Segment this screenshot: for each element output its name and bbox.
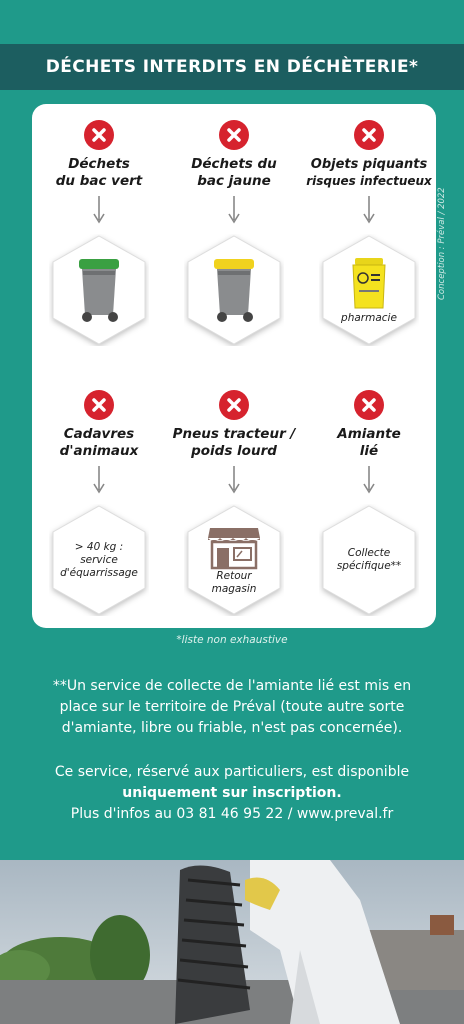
hex-text: magasin xyxy=(211,583,257,595)
forbidden-waste-card xyxy=(32,104,436,628)
title-bar xyxy=(0,44,464,90)
item-label: Amiante lié xyxy=(337,426,401,459)
hexagon xyxy=(49,504,149,616)
hexagon xyxy=(184,504,284,616)
hex-text: > 40 kg : xyxy=(74,540,124,553)
asbestos-paragraph: **Un service de collecte de l'amiante lié est mis en place sur le territoire de Préval (toute autre sorte d'amiante, libre ou friable, n'est pas concernée). xyxy=(52,678,412,736)
item-sharps xyxy=(302,120,436,346)
credit-text: Conception : Préval / 2022 xyxy=(437,187,447,300)
info-paragraph: Ce service, réservé aux particuliers, est disponible uniquement sur inscription. Plus d'infos au 03 81 46 95 22 / www.preval.fr xyxy=(54,764,410,822)
shop-icon xyxy=(206,524,262,570)
arrow-down-icon xyxy=(363,466,375,494)
forbidden-x-icon xyxy=(354,120,384,150)
hex-text: Retour xyxy=(216,570,252,582)
forbidden-x-icon xyxy=(84,120,114,150)
hexagon xyxy=(319,234,419,346)
item-label: Déchets du bac jaune xyxy=(191,156,277,189)
forbidden-x-icon xyxy=(84,390,114,420)
arrow-down-icon xyxy=(363,196,375,224)
green-bin-icon xyxy=(73,257,125,323)
forbidden-x-icon xyxy=(219,120,249,150)
item-label: Cadavres d'animaux xyxy=(59,426,139,459)
hexagon xyxy=(184,234,284,346)
item-label: Déchets du bac vert xyxy=(55,156,143,189)
hexagon xyxy=(319,504,419,616)
hex-text: Collecte xyxy=(347,547,391,559)
hex-text: pharmacie xyxy=(341,311,397,324)
arrow-down-icon xyxy=(93,466,105,494)
asbestos-worker-photo xyxy=(0,860,464,1024)
hex-text: spécifique** xyxy=(336,560,402,572)
item-asbestos xyxy=(302,390,436,616)
forbidden-x-icon xyxy=(219,390,249,420)
item-green-bin xyxy=(32,120,166,346)
item-label: Objets piquants risques infectueux xyxy=(306,157,432,188)
item-tyres xyxy=(167,390,301,616)
sharps-container-icon xyxy=(349,256,389,312)
hex-text: d'équarrissage xyxy=(60,566,138,579)
item-label: Pneus tracteur / poids lourd xyxy=(172,426,296,459)
page-title: DÉCHETS INTERDITS EN DÉCHÈTERIE* xyxy=(45,57,419,77)
yellow-bin-icon xyxy=(208,257,260,323)
top-band xyxy=(0,0,464,44)
forbidden-x-icon xyxy=(354,390,384,420)
arrow-down-icon xyxy=(93,196,105,224)
arrow-down-icon xyxy=(228,466,240,494)
item-animal-carcasses xyxy=(32,390,166,616)
item-yellow-bin xyxy=(167,120,301,346)
hexagon xyxy=(49,234,149,346)
hex-text: service xyxy=(80,553,118,566)
arrow-down-icon xyxy=(228,196,240,224)
footnote: *liste non exhaustive xyxy=(176,634,288,646)
